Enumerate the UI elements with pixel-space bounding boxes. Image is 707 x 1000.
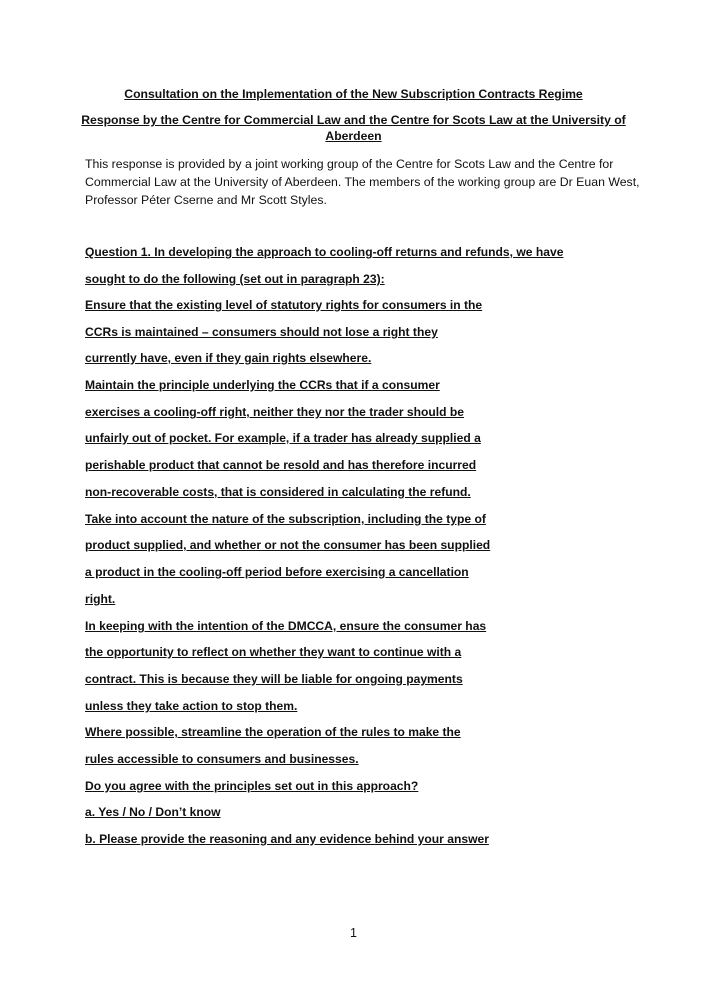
question-line: contract. This is because they will be liable for ongoing payments [85, 672, 463, 686]
question-line: unfairly out of pocket. For example, if a trader has already supplied a [85, 431, 481, 445]
intro-paragraph: This response is provided by a joint working group of the Centre for Scots Law and the Centre for Commercial Law at the University of Aberdeen. The members of the working group are Dr Euan West, Professor Péter Cserne and Mr Scott Styles. [85, 157, 640, 207]
question-line: Take into account the nature of the subscription, including the type of [85, 512, 486, 526]
question-line: non-recoverable costs, that is considered in calculating the refund. [85, 485, 471, 499]
question-line: a product in the cooling-off period before exercising a cancellation [85, 565, 469, 579]
question-line: exercises a cooling-off right, neither they nor the trader should be [85, 405, 465, 419]
question-line: perishable product that cannot be resold and has therefore incurred [85, 458, 477, 472]
question-line: Where possible, streamline the operation of the rules to make the [85, 725, 461, 739]
answer-option-a: a. Yes / No / Don’t know [85, 805, 221, 819]
question-line: Maintain the principle underlying the CCRs that if a consumer [85, 378, 440, 392]
question-line: sought to do the following (set out in paragraph 23): [85, 272, 385, 286]
question-line: unless they take action to stop them. [85, 699, 298, 713]
question-line: rules accessible to consumers and businesses. [85, 752, 359, 766]
question-line: In keeping with the intention of the DMCCA, ensure the consumer has [85, 619, 487, 633]
question-line: currently have, even if they gain rights elsewhere. [85, 351, 372, 365]
question-line: product supplied, and whether or not the consumer has been supplied [85, 538, 491, 552]
document-title: Consultation on the Implementation of the New Subscription Contracts Regime [124, 87, 583, 101]
question-line: Ensure that the existing level of statutory rights for consumers in the [85, 298, 483, 312]
page-number: 1 [350, 926, 357, 940]
question-prompt: Do you agree with the principles set out in this approach? [85, 779, 419, 793]
question-line: Question 1. In developing the approach to cooling-off returns and refunds, we have [85, 245, 564, 259]
question-line: the opportunity to reflect on whether they want to continue with a [85, 645, 462, 659]
question-line: right. [85, 592, 116, 606]
question-line: CCRs is maintained – consumers should not lose a right they [85, 325, 438, 339]
response-heading: Response by the Centre for Commercial Law and the Centre for Scots Law at the University of Aberdeen [81, 113, 626, 143]
answer-option-b: b. Please provide the reasoning and any evidence behind your answer [85, 832, 489, 846]
